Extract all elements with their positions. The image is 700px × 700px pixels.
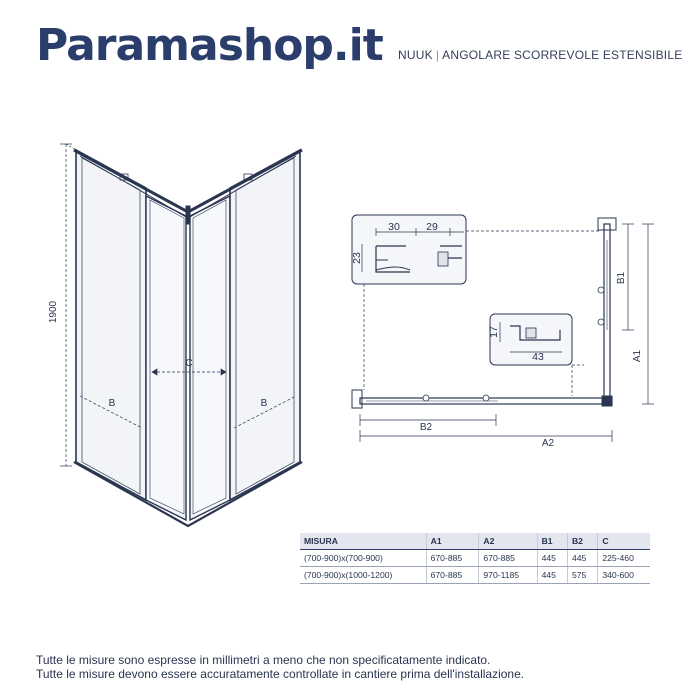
right-panel-sliding: [190, 196, 230, 520]
cell-c: 340-600: [598, 567, 650, 584]
right-panel-fixed: [230, 150, 300, 500]
b2-label: B2: [419, 422, 433, 433]
b1-label: B1: [616, 271, 627, 285]
brand-logo: Paramashop.it: [36, 20, 383, 71]
product-description: ANGOLARE SCORREVOLE ESTENSIBILE: [442, 48, 683, 62]
cell-misura: (700-900)x(1000-1200): [300, 567, 426, 584]
table-row: [300, 567, 650, 584]
cell-c: 225-460: [598, 550, 650, 567]
footnote-verify: Tutte le misure devono essere accuratamente controllate in cantiere prima dell'installazione.: [36, 667, 525, 681]
left-panel-fixed: [76, 150, 146, 500]
cell-a1: 670-885: [426, 567, 479, 584]
cell-b2: 445: [567, 550, 597, 567]
header-b2: B2: [567, 533, 597, 550]
a1-b1-dimensions: [622, 224, 654, 404]
profile-detail-top: [352, 215, 466, 284]
measurements-table: [300, 533, 650, 584]
header-a1: A1: [426, 533, 479, 550]
table-header-row: [300, 533, 650, 550]
header-misura: MISURA: [300, 533, 426, 550]
b-label-left: B: [108, 398, 116, 409]
cell-b1: 445: [537, 567, 567, 584]
profile-top-height: 23: [351, 252, 363, 264]
cell-b1: 445: [537, 550, 567, 567]
b2-a2-dimensions: [360, 414, 612, 442]
table-row: [300, 550, 650, 567]
profile-top-width-left: 30: [388, 221, 400, 233]
c-label: C: [185, 358, 193, 369]
cell-b2: 575: [567, 567, 597, 584]
header-a2: A2: [479, 533, 537, 550]
cell-misura: (700-900)x(700-900): [300, 550, 426, 567]
a1-label: A1: [632, 349, 643, 363]
title-separator: |: [435, 48, 440, 62]
height-dimension-label: 1900: [48, 300, 59, 324]
cell-a2: 670-885: [479, 550, 537, 567]
height-dimension: [60, 144, 76, 466]
left-panel-sliding: [146, 196, 186, 520]
footnote-units: Tutte le misure sono espresse in millimetri a meno che non specificatamente indicato.: [36, 653, 491, 667]
a2-label: A2: [541, 438, 555, 449]
header-c: C: [598, 533, 650, 550]
profile-bottom-width: 43: [532, 351, 544, 363]
profile-top-width-right: 29: [426, 221, 438, 233]
profile-detail-bottom: [490, 314, 572, 365]
b-label-right: B: [260, 398, 268, 409]
shower-enclosure-perspective: [74, 150, 302, 526]
profile-bottom-height: 17: [488, 326, 500, 338]
product-name: NUUK: [398, 48, 433, 62]
cell-a2: 970-1185: [479, 567, 537, 584]
header-b1: B1: [537, 533, 567, 550]
cell-a1: 670-885: [426, 550, 479, 567]
